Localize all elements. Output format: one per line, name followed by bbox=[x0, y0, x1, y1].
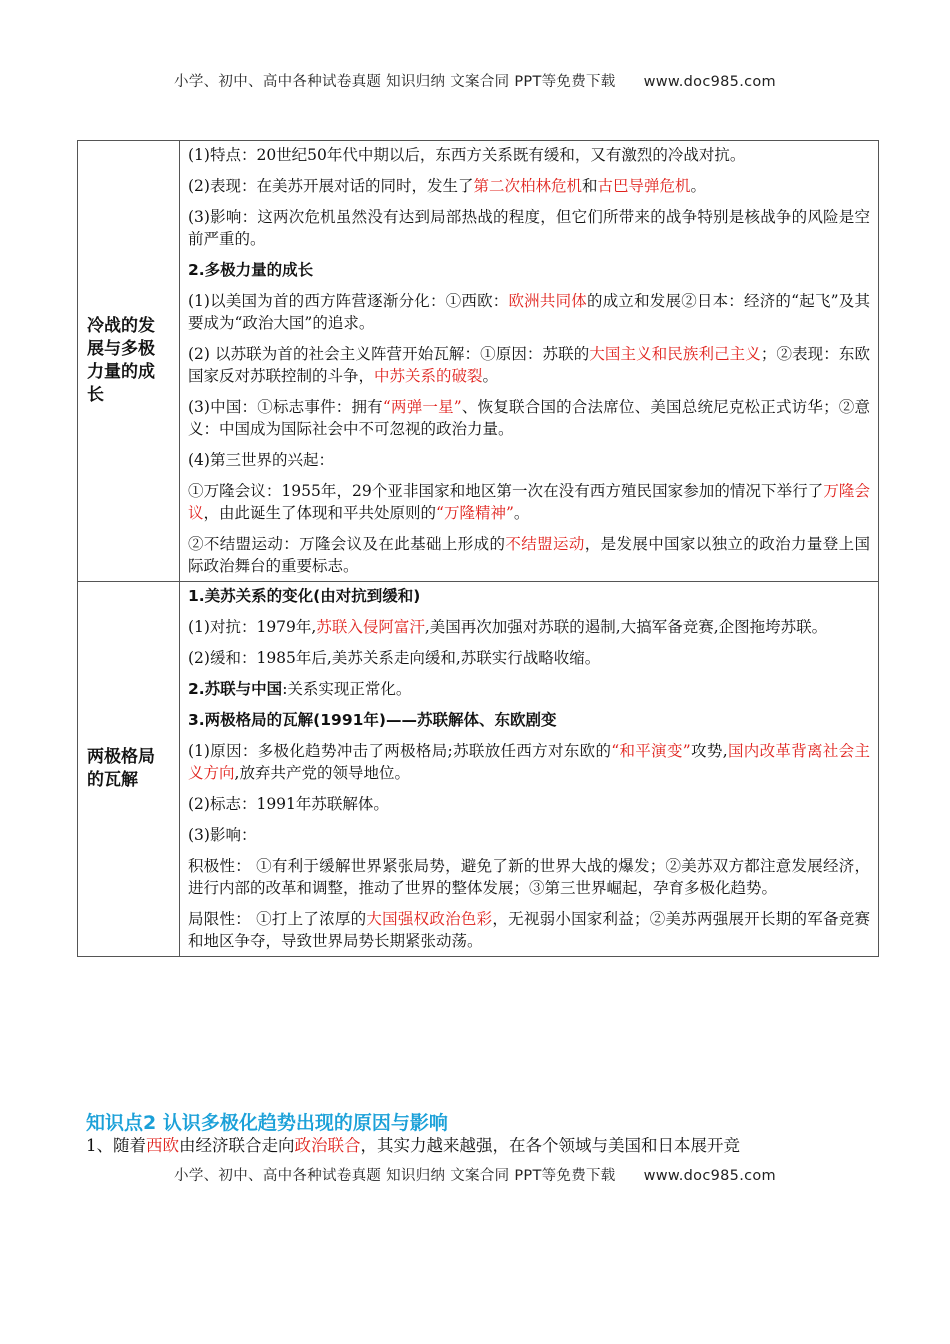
highlight: “两弹一星” bbox=[382, 398, 462, 416]
paragraph: (3)影响：这两次危机虽然没有达到局部热战的程度，但它们所带来的战争特别是核战争的风险是空前严重的。 bbox=[188, 208, 870, 248]
row-content bbox=[180, 582, 879, 957]
section-heading: 知识点2 认识多极化趋势出现的原因与影响 bbox=[86, 1112, 448, 1134]
paragraph: (4)第三世界的兴起： bbox=[188, 451, 334, 469]
subheading: 2.多极力量的成长 bbox=[188, 261, 314, 279]
paragraph: ②不结盟运动：万隆会议及在此基础上形成的不结盟运动，是发展中国家以独立的政治力量登上国际政治舞台的重要标志。 bbox=[188, 535, 870, 575]
subheading-inline: 2.苏联与中国 bbox=[188, 680, 283, 698]
highlight: 西欧 bbox=[146, 1136, 179, 1155]
paragraph: (2) 以苏联为首的社会主义阵营开始瓦解：①原因：苏联的大国主义和民族利己主义；②表现：东欧国家反对苏联控制的斗争，中苏关系的破裂。 bbox=[188, 345, 870, 385]
knowledge-table bbox=[77, 140, 879, 957]
paragraph: (1)原因：多极化趋势冲击了两极格局;苏联放任西方对东欧的“和平演变”攻势,国内改革背离社会主义方向,放弃共产党的领导地位。 bbox=[188, 742, 870, 782]
paragraph: (3)影响： bbox=[188, 826, 257, 844]
paragraph: (2)表现：在美苏开展对话的同时，发生了第二次柏林危机和古巴导弹危机。 bbox=[188, 177, 707, 195]
highlight: 政治联合 bbox=[294, 1136, 361, 1155]
highlight: 中苏关系的破裂 bbox=[374, 367, 483, 385]
highlight: “和平演变” bbox=[611, 742, 691, 760]
paragraph: 局限性： ①打上了浓厚的大国强权政治色彩，无视弱小国家利益；②美苏两强展开长期的军备竞赛和地区争夺，导致世界局势长期紧张动荡。 bbox=[188, 910, 870, 950]
page-footer bbox=[0, 1164, 950, 1185]
table-row bbox=[78, 141, 879, 582]
highlight: 国内改革背离社会主义方向 bbox=[188, 742, 870, 782]
footer-site[interactable]: www.doc985.com bbox=[643, 1168, 776, 1184]
section-paragraph: 1、随着西欧由经济联合走向政治联合，其实力越来越强，在各个领域与美国和日本展开竞 bbox=[86, 1136, 740, 1155]
highlight: 不结盟运动 bbox=[505, 535, 585, 553]
paragraph: 2.苏联与中国:关系实现正常化。 bbox=[188, 680, 412, 698]
table-row bbox=[78, 582, 879, 957]
paragraph: (2)缓和：1985年后,美苏关系走向缓和,苏联实行战略收缩。 bbox=[188, 649, 601, 667]
paragraph: (1)对抗：1979年,苏联入侵阿富汗,美国再次加强对苏联的遏制,大搞军备竞赛,企图拖垮苏联。 bbox=[188, 618, 828, 636]
paragraph: 积极性： ①有利于缓解世界紧张局势，避免了新的世界大战的爆发；②美苏双方都注意发展经济，进行内部的改革和调整，推动了世界的整体发展；③第三世界崛起，孕育多极化趋势。 bbox=[188, 857, 870, 897]
row-label: 冷战的发展与多极力量的成长 bbox=[78, 141, 180, 582]
subheading: 3.两极格局的瓦解(1991年)——苏联解体、东欧剧变 bbox=[188, 711, 557, 729]
row-label: 两极格局的瓦解 bbox=[78, 582, 180, 957]
highlight: 苏联入侵阿富汗 bbox=[316, 618, 425, 636]
row-content bbox=[180, 141, 879, 582]
header-text: 小学、初中、高中各种试卷真题 知识归纳 文案合同 PPT等免费下载 bbox=[174, 74, 616, 90]
highlight: “万隆精神” bbox=[436, 504, 514, 522]
paragraph: (1)特点：20世纪50年代中期以后，东西方关系既有缓和，又有激烈的冷战对抗。 bbox=[188, 146, 746, 164]
paragraph: (2)标志：1991年苏联解体。 bbox=[188, 795, 389, 813]
highlight: 欧洲共同体 bbox=[508, 292, 587, 310]
highlight: 大国强权政治色彩 bbox=[366, 910, 493, 928]
paragraph: (3)中国：①标志事件：拥有“两弹一星”、恢复联合国的合法席位、美国总统尼克松正式访华；②意义：中国成为国际社会中不可忽视的政治力量。 bbox=[188, 398, 870, 438]
highlight: 第二次柏林危机 bbox=[473, 177, 582, 195]
page-header bbox=[0, 70, 950, 91]
subheading: 1.美苏关系的变化(由对抗到缓和) bbox=[188, 587, 421, 605]
paragraph: (1)以美国为首的西方阵营逐渐分化：①西欧：欧洲共同体的成立和发展②日本：经济的“起飞”及其要成为“政治大国”的追求。 bbox=[188, 292, 870, 332]
highlight: 万隆会议 bbox=[188, 482, 870, 522]
header-site[interactable]: www.doc985.com bbox=[643, 74, 776, 90]
footer-text: 小学、初中、高中各种试卷真题 知识归纳 文案合同 PPT等免费下载 bbox=[174, 1168, 616, 1184]
paragraph: ①万隆会议：1955年，29个亚非国家和地区第一次在没有西方殖民国家参加的情况下举行了万隆会议，由此诞生了体现和平共处原则的“万隆精神”。 bbox=[188, 482, 870, 522]
highlight: 古巴导弹危机 bbox=[597, 177, 691, 195]
highlight: 大国主义和民族利己主义 bbox=[589, 345, 761, 363]
